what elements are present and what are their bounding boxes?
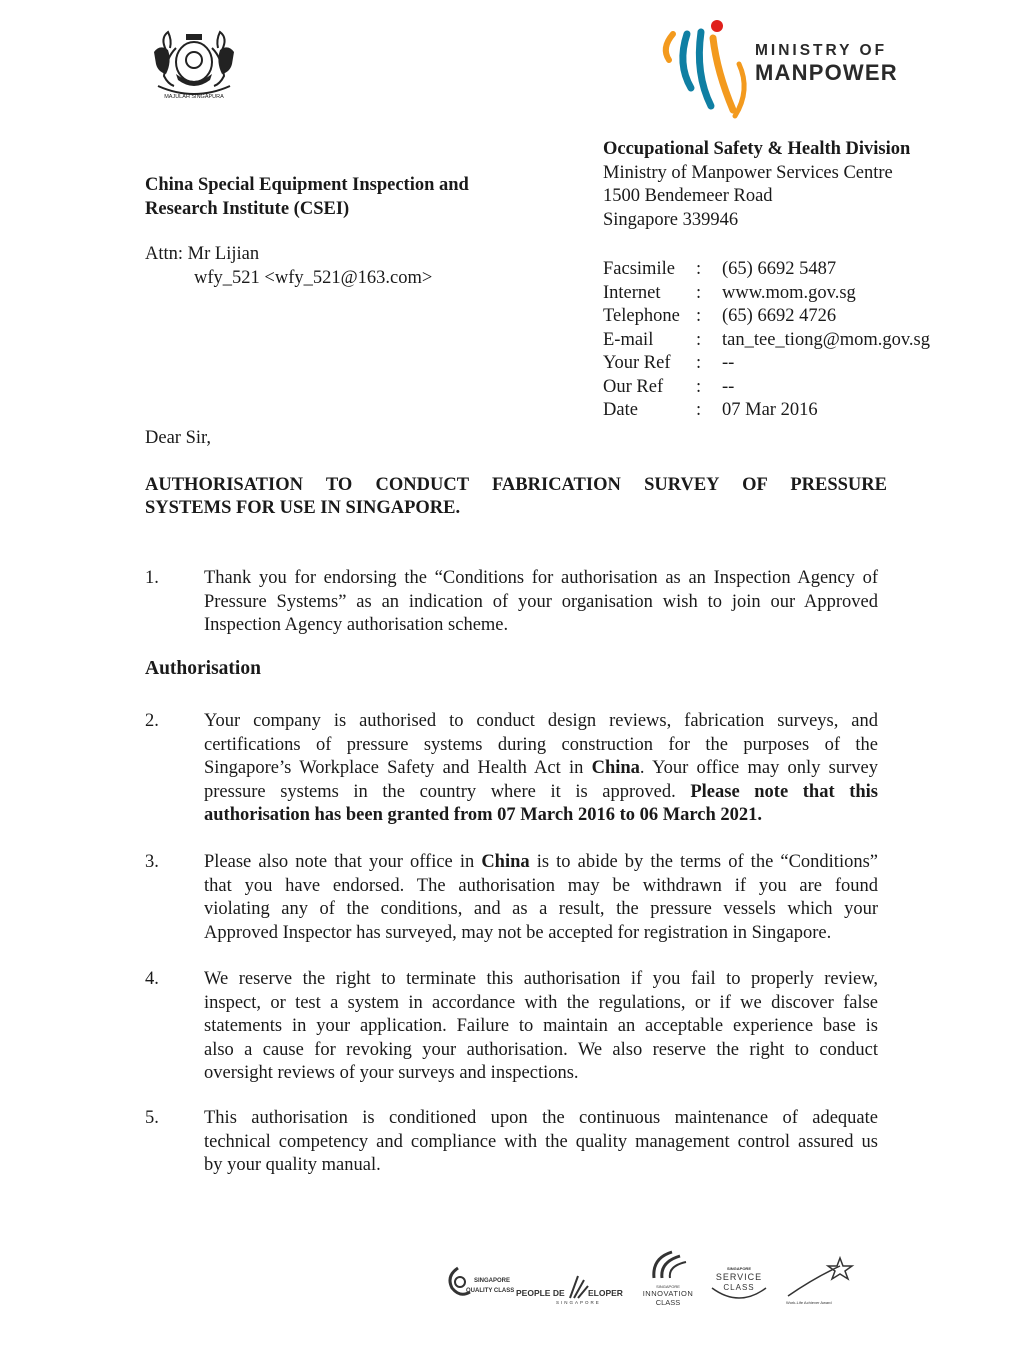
paragraph-4 — [145, 968, 878, 1088]
contact-colon: : — [696, 400, 702, 420]
logo-text: PEOPLE DE — [516, 1288, 565, 1298]
contact-details — [603, 258, 930, 423]
address-line: 1500 Bendemeer Road — [603, 186, 773, 206]
sender-address-block — [603, 138, 910, 232]
recipient-organisation — [145, 174, 469, 221]
logo-text: ELOPER — [588, 1288, 623, 1298]
contact-value-link[interactable]: www.mom.gov.sg — [722, 282, 856, 303]
crest-motto: MAJULAH SINGAPURA — [164, 94, 224, 100]
paragraph-line: Your company is authorised to conduct design reviews, fabrication surveys, and — [204, 711, 878, 731]
innovation-class-logo — [638, 1248, 698, 1312]
recipient-line: China Special Equipment Inspection and — [145, 175, 469, 195]
people-developer-logo — [516, 1268, 628, 1308]
contact-colon: : — [696, 306, 702, 326]
text-run: Singapore’s Workplace Safety and Health Act in — [204, 758, 592, 778]
contact-label: Your Ref — [603, 353, 671, 373]
paragraph-line: Approved Inspector has surveyed, may not be accepted for registration in Singapore. — [204, 922, 832, 943]
section-heading: Authorisation — [145, 658, 261, 679]
contact-row-email — [603, 329, 930, 353]
paragraph-3 — [145, 851, 878, 947]
paragraph-line: by your quality manual. — [204, 1155, 381, 1175]
paragraph-number: 1. — [145, 568, 159, 588]
logo-text: SINGAPORE — [726, 1266, 751, 1271]
footer-award-logos — [440, 1248, 870, 1320]
logo-text: SINGAPORE — [656, 1284, 680, 1289]
logo-text: SERVICE — [715, 1272, 763, 1282]
paragraph-number: 4. — [145, 969, 159, 989]
contact-value: -- — [722, 353, 735, 373]
contact-label: E-mail — [603, 329, 654, 350]
paragraph-line: certifications of pressure systems during construction for the purposes of the — [204, 734, 878, 755]
paragraph-line: Inspection Agency authorisation scheme. — [204, 615, 509, 635]
logo-text: CLASS — [723, 1283, 755, 1292]
paragraph-line-bold: authorisation has been granted from 07 March 2016 to 06 March 2021. — [204, 805, 763, 825]
paragraph-line: that you have endorsed. The authorisation may be withdrawn if you are found — [204, 875, 878, 896]
paragraph-number: 3. — [145, 852, 159, 872]
paragraph-line: technical competency and compliance with the quality management control assured us — [204, 1131, 878, 1152]
paragraph-body — [204, 567, 878, 638]
paragraph-line: inspect, or test a system in accordance with the regulations, or if we discover false — [204, 992, 878, 1013]
contact-colon: : — [696, 282, 702, 303]
contact-label: Facsimile — [603, 259, 675, 279]
quality-class-logo — [444, 1262, 515, 1312]
contact-value-email[interactable]: tan_tee_tiong@mom.gov.sg — [722, 329, 931, 350]
logo-text: Work-Life Achiever Award — [786, 1300, 832, 1305]
contact-row-facsimile — [603, 258, 930, 282]
paragraph-body — [204, 1107, 878, 1178]
paragraph-line: also a cause for revoking your authorisation. We also reserve the right to conduct — [204, 1039, 878, 1060]
logo-text: QUALITY CLASS — [466, 1288, 515, 1294]
logo-text: INNOVATION — [642, 1289, 694, 1298]
contact-label: Internet — [603, 282, 661, 303]
paragraph-body — [204, 968, 878, 1086]
paragraph-5 — [145, 1107, 878, 1179]
paragraph-line: We reserve the right to terminate this authorisation if you fail to properly review, — [204, 969, 878, 989]
contact-colon: : — [696, 353, 702, 373]
paragraph-line: Thank you for endorsing the “Conditions for authorisation as an Inspection Agency of — [204, 568, 878, 588]
paragraph-1 — [145, 567, 878, 639]
paragraph-body — [204, 851, 878, 945]
contact-label: Telephone — [603, 306, 680, 326]
paragraph-2 — [145, 710, 878, 830]
text-run: Please also note that your office in — [204, 852, 482, 872]
paragraph-number: 2. — [145, 711, 159, 731]
bold-text: Please note that this — [690, 781, 878, 802]
recipient-email[interactable]: wfy_521 <wfy_521@163.com> — [194, 268, 433, 288]
contact-colon: : — [696, 376, 702, 397]
logo-text: SINGAPORE — [474, 1278, 511, 1284]
subject-line: AUTHORISATION TO CONDUCT FABRICATION SURVEY OF PRESSURE — [145, 475, 887, 495]
logo-text: CLASS — [655, 1298, 681, 1307]
contact-row-telephone — [603, 305, 930, 329]
paragraph-line — [204, 757, 878, 781]
text-run: is to abide by the terms of the “Conditions” — [529, 852, 878, 872]
text-run: pressure systems in the country where it is approved. — [204, 781, 691, 802]
paragraph-line: This authorisation is conditioned upon the continuous maintenance of adequate — [204, 1108, 878, 1128]
bold-country: China — [481, 852, 530, 872]
contact-value: (65) 6692 4726 — [722, 306, 837, 326]
contact-label: Our Ref — [603, 376, 664, 397]
mom-logo-line2: MANPOWER — [755, 60, 898, 85]
logo-text: SINGAPORE — [556, 1300, 601, 1305]
paragraph-body — [204, 710, 878, 828]
address-line: Ministry of Manpower Services Centre — [603, 162, 893, 183]
bold-country: China — [591, 758, 640, 778]
work-life-achiever-logo — [784, 1256, 860, 1312]
contact-row-your-ref — [603, 352, 930, 376]
paragraph-line — [204, 781, 878, 805]
service-class-logo — [708, 1266, 770, 1310]
contact-row-our-ref — [603, 376, 930, 400]
paragraph-number: 5. — [145, 1108, 159, 1128]
contact-value: (65) 6692 5487 — [722, 259, 837, 279]
contact-colon: : — [696, 259, 702, 279]
mom-logo-line1: MINISTRY OF — [755, 42, 888, 59]
division-name: Occupational Safety & Health Division — [603, 139, 911, 159]
ministry-of-manpower-logo — [655, 14, 915, 124]
contact-row-date — [603, 399, 930, 423]
paragraph-line: Pressure Systems” as an indication of your organisation wish to join our Approved — [204, 591, 878, 612]
recipient-line: Research Institute (CSEI) — [145, 198, 350, 219]
paragraph-line: violating any of the conditions, and as a result, the pressure vessels which your — [204, 899, 878, 919]
salutation: Dear Sir, — [145, 428, 212, 448]
contact-colon: : — [696, 329, 702, 350]
recipient-attention: Attn: Mr Lijian — [145, 244, 260, 264]
contact-value: 07 Mar 2016 — [722, 400, 818, 420]
contact-value: -- — [722, 376, 735, 397]
subject-line: SYSTEMS FOR USE IN SINGAPORE. — [145, 498, 461, 518]
paragraph-line — [204, 851, 878, 875]
singapore-crest-logo — [146, 28, 242, 106]
contact-label: Date — [603, 400, 638, 420]
address-line: Singapore 339946 — [603, 209, 739, 230]
paragraph-line: statements in your application. Failure to maintain an acceptable experience base is — [204, 1016, 878, 1036]
text-run: . Your office may only survey — [639, 758, 878, 778]
paragraph-line: oversight reviews of your surveys and inspections. — [204, 1063, 579, 1083]
contact-row-internet — [603, 282, 930, 306]
